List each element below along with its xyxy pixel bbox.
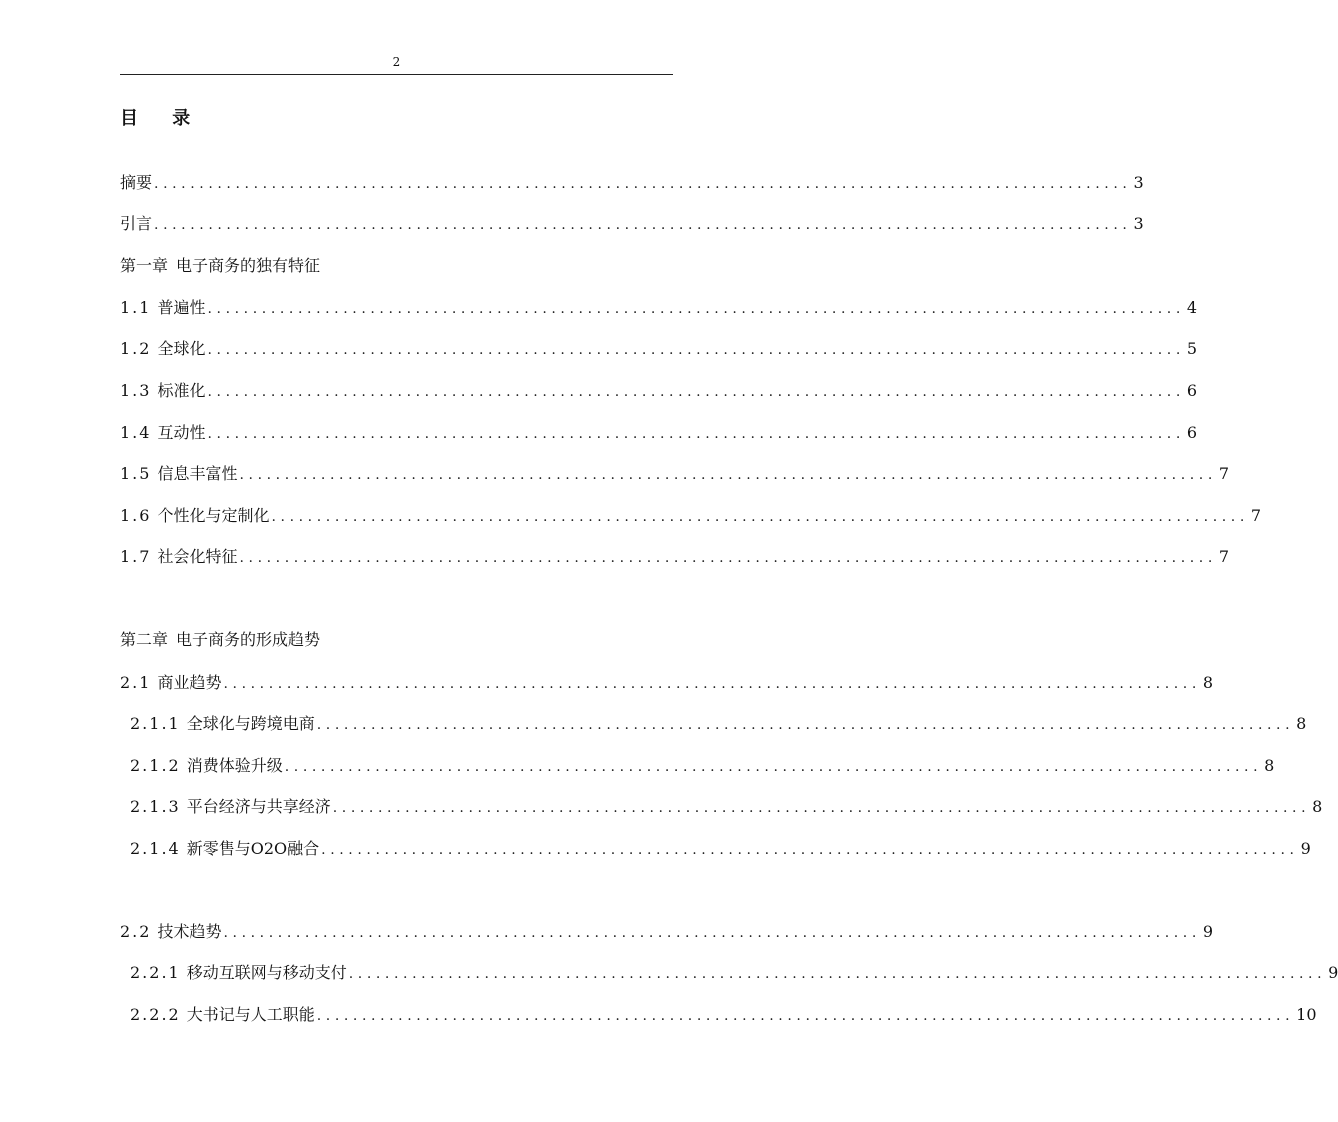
toc-entry-label: 商业趋势	[157, 673, 222, 692]
toc-entry-2-2[interactable]	[120, 920, 1214, 944]
toc-entry-label: 平台经济与共享经济	[186, 797, 331, 816]
toc-entry-2-1-1[interactable]	[130, 712, 1307, 736]
toc-entry-label: 全球化	[157, 339, 206, 358]
dot-leader: ............................................................................................................	[154, 176, 1132, 192]
section-number: 1.2	[120, 339, 152, 358]
toc-entry-abstract[interactable]	[120, 171, 1144, 195]
dot-leader: ............................................................................................................	[284, 759, 1263, 775]
toc-entry-2-1-2[interactable]	[130, 754, 1275, 778]
dot-leader: ............................................................................................................	[207, 384, 1185, 400]
toc-entry-label: 摘要	[120, 173, 153, 192]
toc-entry-label: 个性化与定制化	[157, 506, 270, 525]
toc-entry-label: 技术趋势	[157, 922, 222, 941]
toc-entry-label: 引言	[120, 214, 153, 233]
toc-entry-2-1[interactable]	[120, 671, 1214, 695]
toc-entry-label: 信息丰富性	[157, 464, 238, 483]
toc-chapter-2[interactable]	[120, 628, 320, 652]
toc-entry-page: 3	[1133, 173, 1144, 192]
toc-entry-label: 新零售与O2O融合	[186, 839, 320, 858]
section-number: 2.1.2	[130, 756, 181, 775]
dot-leader: ............................................................................................................	[207, 342, 1185, 358]
toc-entry-1-4[interactable]	[120, 421, 1198, 445]
toc-entry-page: 10	[1296, 1005, 1317, 1024]
section-number: 1.6	[120, 506, 152, 525]
chapter-number: 第二章	[120, 630, 169, 649]
toc-entry-2-2-1[interactable]	[130, 961, 1338, 985]
toc-entry-page: 6	[1186, 381, 1198, 400]
dot-leader: ............................................................................................................	[316, 717, 1295, 733]
header-rule	[120, 74, 673, 75]
toc-entry-page: 9	[1328, 963, 1338, 982]
toc-entry-page: 8	[1296, 714, 1307, 733]
toc-entry-2-1-4[interactable]	[130, 837, 1311, 861]
toc-entry-1-2[interactable]	[120, 337, 1198, 361]
toc-entry-label: 社会化特征	[157, 547, 238, 566]
section-number: 2.2.1	[130, 963, 181, 982]
toc-entry-label: 消费体验升级	[186, 756, 283, 775]
toc-entry-1-7[interactable]	[120, 545, 1230, 569]
toc-entry-label: 全球化与跨境电商	[186, 714, 315, 733]
toc-entry-page: 8	[1202, 673, 1214, 692]
dot-leader: ............................................................................................................	[207, 426, 1185, 442]
toc-entry-page: 9	[1300, 839, 1311, 858]
toc-entry-1-1[interactable]	[120, 296, 1198, 320]
dot-leader: ............................................................................................................	[154, 217, 1132, 233]
toc-chapter-1[interactable]	[120, 254, 320, 278]
dot-leader: ............................................................................................................	[207, 301, 1185, 317]
section-number: 2.1	[120, 673, 152, 692]
toc-entry-page: 8	[1312, 797, 1323, 816]
dot-leader: ............................................................................................................	[271, 509, 1249, 525]
toc-entry-label: 互动性	[157, 423, 206, 442]
dot-leader: ............................................................................................................	[316, 1008, 1295, 1024]
section-number: 2.1.4	[130, 839, 181, 858]
dot-leader: ............................................................................................................	[321, 842, 1299, 858]
section-number: 2.2.2	[130, 1005, 181, 1024]
toc-entry-page: 5	[1186, 339, 1198, 358]
chapter-title: 电子商务的形成趋势	[176, 630, 321, 649]
toc-entry-page: 8	[1264, 756, 1275, 775]
toc-entry-label: 标准化	[157, 381, 206, 400]
toc-entry-1-3[interactable]	[120, 379, 1198, 403]
toc-entry-page: 6	[1186, 423, 1198, 442]
toc-entry-page: 7	[1218, 547, 1230, 566]
dot-leader: ............................................................................................................	[332, 800, 1311, 816]
section-number: 1.4	[120, 423, 152, 442]
toc-entry-page: 3	[1133, 214, 1144, 233]
section-number: 1.3	[120, 381, 152, 400]
toc-entry-1-6[interactable]	[120, 504, 1262, 528]
section-number: 2.1.1	[130, 714, 181, 733]
section-number: 1.7	[120, 547, 152, 566]
toc-entry-introduction[interactable]	[120, 212, 1144, 236]
chapter-title: 电子商务的独有特征	[176, 256, 321, 275]
toc-entry-2-1-3[interactable]	[130, 795, 1323, 819]
section-number: 1.5	[120, 464, 152, 483]
toc-entry-page: 4	[1186, 298, 1198, 317]
toc-entry-page: 9	[1202, 922, 1214, 941]
section-number: 1.1	[120, 298, 152, 317]
chapter-number: 第一章	[120, 256, 169, 275]
section-number: 2.1.3	[130, 797, 181, 816]
section-number: 2.2	[120, 922, 152, 941]
toc-entry-page: 7	[1218, 464, 1230, 483]
dot-leader: ............................................................................................................	[239, 467, 1217, 483]
toc-entry-page: 7	[1250, 506, 1262, 525]
toc-entry-1-5[interactable]	[120, 462, 1230, 486]
toc-entry-label: 普遍性	[157, 298, 206, 317]
dot-leader: ............................................................................................................	[223, 676, 1201, 692]
toc-entry-label: 大书记与人工职能	[186, 1005, 315, 1024]
toc-title: 目 录	[120, 108, 205, 129]
toc-entry-label: 移动互联网与移动支付	[186, 963, 347, 982]
dot-leader: ............................................................................................................	[239, 550, 1217, 566]
page-number: 2	[392, 55, 401, 69]
toc-entry-2-2-2[interactable]	[130, 1003, 1317, 1027]
dot-leader: ............................................................................................................	[223, 925, 1201, 941]
dot-leader: ............................................................................................................	[348, 966, 1327, 982]
